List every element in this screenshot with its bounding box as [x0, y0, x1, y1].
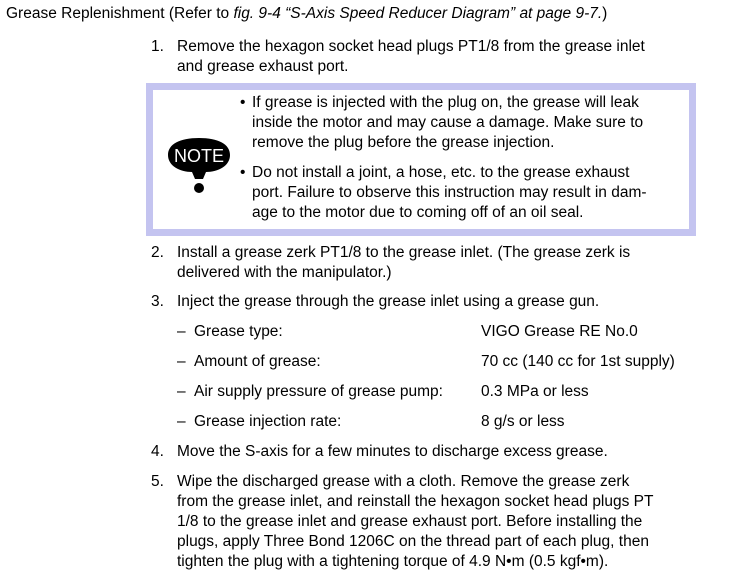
step-text-line: Inject the grease through the grease inlet using a grease gun.: [177, 293, 600, 310]
step-text-line: Install a grease zerk PT1/8 to the grease inlet. (The grease zerk is: [177, 244, 631, 261]
heading-suffix: ): [602, 5, 608, 22]
step-text-line: 1/8 to the grease inlet and grease exhaust port. Before installing the: [177, 513, 643, 530]
step-number: 5.: [151, 473, 164, 490]
note-text-line: Do not install a joint, a hose, etc. to the grease exhaust: [252, 164, 630, 181]
step-number: 4.: [151, 443, 164, 460]
step-number: 1.: [151, 38, 164, 55]
step-text-line: Move the S-axis for a few minutes to discharge excess grease.: [177, 443, 608, 460]
note-text-line: port. Failure to observe this instruction may result in dam-: [252, 184, 647, 201]
step-text-line: Wipe the discharged grease with a cloth. Remove the grease zerk: [177, 473, 630, 490]
spec-label: Air supply pressure of grease pump:: [194, 383, 443, 400]
heading-reference-link[interactable]: fig. 9-4 “S-Axis Speed Reducer Diagram” at page 9-7.: [233, 5, 603, 22]
step-number: 2.: [151, 244, 164, 261]
heading-prefix: Grease Replenishment (Refer to: [6, 5, 234, 22]
note-icon-label: NOTE: [173, 146, 225, 166]
bullet-mark: •: [240, 164, 246, 181]
note-text-line: inside the motor and may cause a damage. Make sure to: [252, 114, 644, 131]
section-heading: [6, 4, 607, 24]
spec-value: 0.3 MPa or less: [481, 383, 589, 400]
spec-label: Grease injection rate:: [194, 413, 342, 430]
bullet-mark: •: [240, 94, 246, 111]
spec-dash: –: [177, 323, 186, 340]
note-text-line: remove the plug before the grease injection.: [252, 134, 555, 151]
spec-label: Grease type:: [194, 323, 283, 340]
spec-value: 70 cc (140 cc for 1st supply): [481, 353, 675, 370]
note-box: [146, 83, 696, 236]
step-text-line: tighten the plug with a tightening torque of 4.9 N•m (0.5 kgf•m).: [177, 553, 609, 570]
spec-dash: –: [177, 413, 186, 430]
spec-value: VIGO Grease RE No.0: [481, 323, 638, 340]
step-text-line: from the grease inlet, and reinstall the hexagon socket head plugs PT: [177, 493, 654, 510]
note-text-line: If grease is injected with the plug on, the grease will leak: [252, 94, 639, 111]
step-text-line: and grease exhaust port.: [177, 58, 349, 75]
step-number: 3.: [151, 293, 164, 310]
note-icon: [166, 136, 232, 196]
spec-dash: –: [177, 353, 186, 370]
step-text-line: Remove the hexagon socket head plugs PT1/8 from the grease inlet: [177, 38, 645, 55]
spec-label: Amount of grease:: [194, 353, 321, 370]
step-text-line: delivered with the manipulator.): [177, 264, 392, 281]
spec-value: 8 g/s or less: [481, 413, 565, 430]
spec-dash: –: [177, 383, 186, 400]
step-text-line: plugs, apply Three Bond 1206C on the thread part of each plug, then: [177, 533, 649, 550]
note-text-line: age to the motor due to coming off of an oil seal.: [252, 204, 584, 221]
